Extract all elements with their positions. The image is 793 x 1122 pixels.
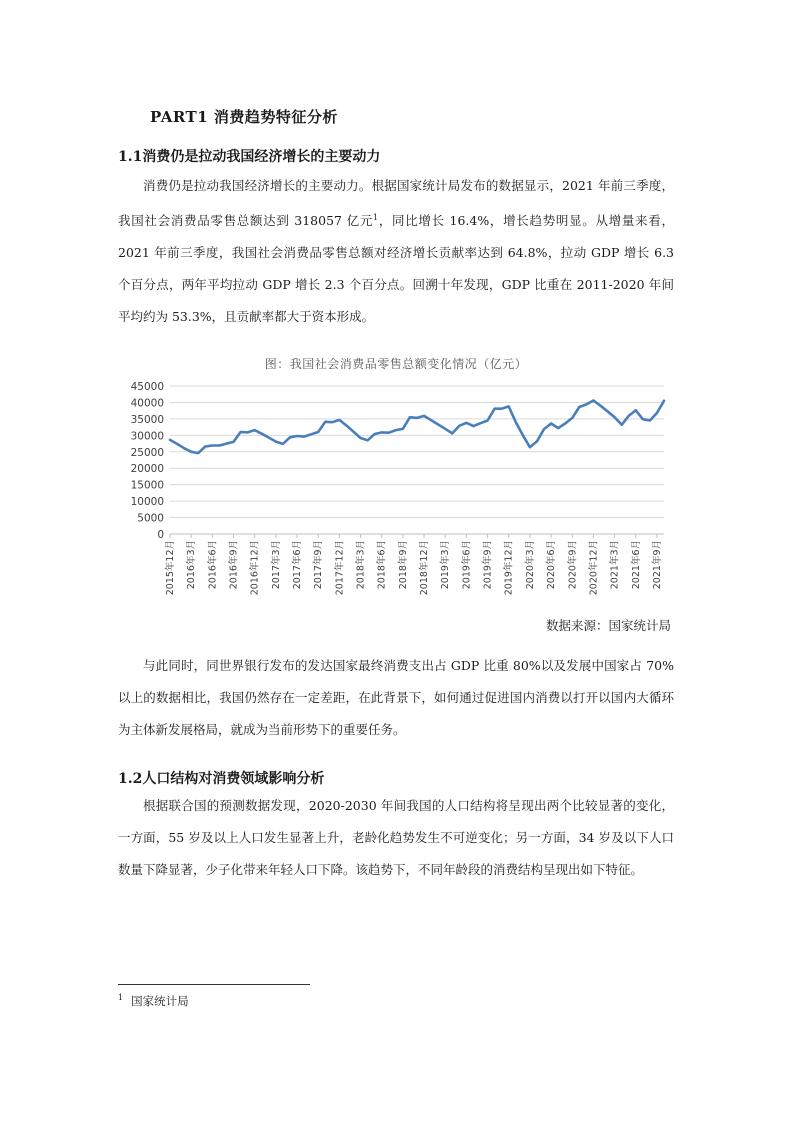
paragraph-text-b: ，同比增长 16.4%，增长趋势明显。从增量来看，2021 年前三季度，我国社会消费品零售总额对经济增长贡献率达到 64.8%，拉动 GDP 增长 6.3 个百分点，两年平均拉动 GDP 增长 2.3 个百分点。回溯十年发现，GDP 比重在 2011-2020 年间平均约为 53.3%，且贡献率都大于资本形成。 [118,213,674,325]
section-1-title: 1.1消费仍是拉动我国经济增长的主要动力 [118,149,381,165]
y-tick-label: 35000 [130,413,164,426]
y-tick-label: 10000 [130,496,164,509]
footnote-text: 国家统计局 [131,994,189,1008]
x-tick-label: 2018年6月 [376,540,388,590]
section-1-paragraph-2: 与此同时，同世界银行发布的发达国家最终消费支出占 GDP 比重 80%以及发展中国家占 70%以上的数据相比，我国仍然存在一定差距，在此背景下，如何通过促进国内消费以打开以国内大循环为主体新发展格局，就成为当前形势下的重要任务。 [118,658,674,737]
section-2-title: 1.2人口结构对消费领域影响分析 [118,771,325,787]
footnote-divider [118,984,310,985]
section-1-paragraph-1 [118,170,674,333]
x-tick-label: 2021年9月 [651,540,663,590]
y-tick-label: 15000 [130,479,164,492]
retail-sales-line-chart [118,376,674,608]
x-tick-label: 2016年12月 [249,540,261,596]
chart-x-tick-labels [164,534,663,595]
x-tick-label: 2019年6月 [461,540,473,590]
y-tick-label: 25000 [130,446,164,459]
x-tick-label: 2017年9月 [313,540,325,590]
chart-y-tick-labels [131,381,164,541]
y-tick-label: 0 [157,529,164,541]
chart-gridlines [170,386,664,534]
x-tick-label: 2019年9月 [482,540,494,590]
x-tick-label: 2018年12月 [419,540,431,596]
x-tick-label: 2015年12月 [165,540,176,596]
x-tick-label: 2016年3月 [186,540,198,590]
chart-caption: 图：我国社会消费品零售总额变化情况（亿元） [264,357,528,371]
footnote-mark: 1 [118,993,124,1003]
y-tick-label: 45000 [130,381,164,393]
x-tick-label: 2018年3月 [355,540,367,590]
y-tick-label: 5000 [137,512,164,525]
chart-source: 数据来源：国家统计局 [545,618,671,633]
part-title: PART1 消费趋势特征分析 [150,108,338,126]
x-tick-label: 2020年6月 [546,540,558,590]
x-tick-label: 2020年3月 [524,540,536,590]
x-tick-label: 2019年12月 [503,540,515,596]
footnote-reference[interactable]: 1 [373,213,379,222]
x-tick-label: 2016年6月 [207,540,219,590]
x-tick-label: 2017年6月 [292,540,304,590]
series-line-retail-sales [170,401,664,454]
x-tick-label: 2017年3月 [270,540,282,590]
x-tick-label: 2021年6月 [630,540,642,590]
x-tick-label: 2019年3月 [440,540,452,590]
footnote [118,993,189,1009]
section-2-paragraph: 根据联合国的预测数据发现，2020-2030 年间我国的人口结构将呈现出两个比较显著的变化，一方面，55 岁及以上人口发生显著上升，老龄化趋势发生不可逆变化；另一方面，34 岁及以下人口数量下降显著，少子化带来年轻人口下降。该趋势下，不同年龄段的消费结构呈现出如下特征。 [118,798,674,877]
y-tick-label: 20000 [130,463,164,476]
y-tick-label: 30000 [130,430,164,443]
x-tick-label: 2017年12月 [334,540,346,596]
x-tick-label: 2018年9月 [397,540,409,590]
paragraph-text-a: 消费仍是拉动我国经济增长的主要动力。根据国家统计局发布的数据显示，2021 年前三季度，我国社会消费品零售总额达到 318057 亿元 [118,178,674,229]
x-tick-label: 2020年12月 [588,540,600,596]
y-tick-label: 40000 [130,397,164,410]
x-tick-label: 2016年9月 [228,540,240,590]
x-tick-label: 2020年9月 [567,540,579,590]
x-tick-label: 2021年3月 [609,540,621,590]
